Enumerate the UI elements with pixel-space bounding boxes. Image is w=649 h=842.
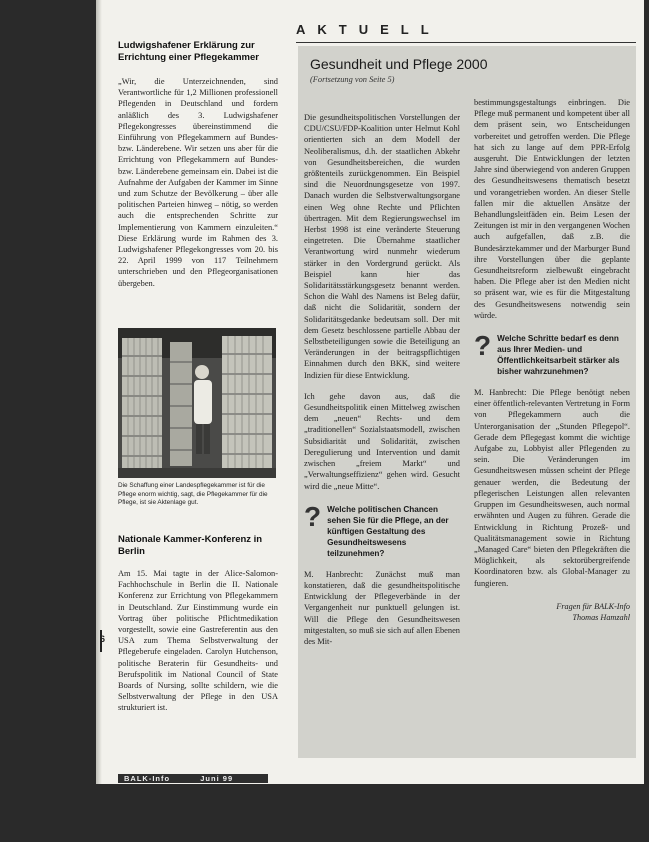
- footer-brand: BALK-Info: [124, 774, 171, 783]
- article-paragraph: Die gesundheitspolitischen Vorstellungen der CDU/CSU/FDP-Koalition unter Helmut Kohl orientierten sich an dem Modell der Neoliberalismus, d.h. der staatlichen Abkehr von Gesundheitsbereichen, die wurden größtenteils zurückgenommen. Ein Beispiel sind die Neuordnungsgesetze von 1997. Danach wurden die Selbstverwaltungsorgane einen Weg ohne Rechte und Pflichten übertragen. Mit dem Regierungswechsel im Herbst 1998 ist eine veränderte Steuerung eingetreten. Die Übernahme staatlicher Verantwortung wird nunmehr wiederum stärker in den Vordergrund gerückt. Als Beispiel kann hier das Solidaritätsstärkungsgesetz benannt werden. Schon die Wahl des Namens ist Beleg dafür, daß nicht die Solidarität, sondern der Solidaritätsgedanke bedeutsam soll. Der mit dem Gesetz beschlossene partielle Abbau der Selbstbeteiligungen sowie die Beteiligung an Veränderungen in der beitragspflichtigen Einnahmen durch den BKK, sind weitere Indizien für diese Entwicklung.: [304, 113, 460, 380]
- article-column-1: [304, 112, 460, 647]
- article-paragraph: M. Hanbrecht: Zunächst muß man konstatieren, daß die gesundheitspolitische Entwicklung der Pflegeverbände in der Vergangenheit nur punktuell gelungen ist. Will die Pflege den Gesundheitswesen mitgestalten, so muß sie sich auf allen Ebenen des Mit-: [304, 569, 460, 646]
- article-title: Gesundheit und Pflege 2000: [310, 56, 488, 72]
- question-text: Welche politischen Chancen sehen Sie für die Pflege, an der künftigen Gestaltung des Gesundheitswesens teilzunehmen?: [327, 504, 449, 558]
- magazine-page: [96, 0, 644, 784]
- question-text: Welche Schritte bedarf es denn aus Ihrer Medien- und Öffentlichkeitsarbeit stärker als bisher wahrzunehmen?: [497, 334, 620, 377]
- footer-issue: Juni 99: [200, 774, 234, 783]
- article-column-2: [474, 97, 630, 623]
- left-heading-2: Nationale Kammer-Konferenz in Berlin: [118, 534, 263, 557]
- article-paragraph: Ich gehe davon aus, daß die Gesundheitspolitik einen Mittelweg zwischen dem „neuen“ Rechts- und dem „traditionellen“ Sozialstaatsmodell, zwischen Subsidiarität und Solidarität, zwischen Deregulierung und Intervention und damit zwischen „freiem Markt“ und „Verwaltungseffizienz“ gehen wird. Gesucht wird die „neue Mitte“.: [304, 391, 460, 491]
- photo-archive-shelves: [118, 328, 276, 478]
- signoff-line-1: Fragen für BALK-Info: [556, 601, 630, 611]
- question-mark-icon: ?: [304, 500, 322, 532]
- article-paragraph: bestimmungsgestaltungs einbringen. Die Pflege muß permanent und kompetent über all dem präsent sein, wo Entscheidungen vorbereitet und getroffen werden. Die Pflege hat sich zu lange auf dem PPR-Erfolg ausgeruht. Die Entwicklungen der letzten Jahre sind überwiegend von anderen Gruppen des Gesundheitswesens thematisch besetzt und vorangetrieben worden. An dieser Stelle fallen mir die aktuellen Ansätze der Behandlungsleitfäden ein. Beim Lesen der Zeitungen ist mir in den vergangenen Wochen auch aufgefallen, daß z.B. die Bundesärztekammer und der Marburger Bund ihre Vorstellungen über die geplante Gesundheitsreform zielbewußt eingebracht haben. Die Pflege aber ist den Medien nicht so präsent war, wie es für die Mitgestaltung des Gesundheitswesens notwendig sein würde.: [474, 98, 630, 320]
- left-body-1: „Wir, die Unterzeichnenden, sind Verantwortliche für 1,2 Millionen professionell Pflegenden in Deutschland und fordern anläßlich des 3. Ludwigshafener Pflegekongresses übereinstimmend die Einführung von Pflegekammern auf Bundes- bzw. Länderebene. Wir setzen uns aber für die Errichtung von Pflegekammern auf Bundes- bzw. Länderebene gemeinsam ein. Dabei ist die Aufnahme der Aufgaben der Kammer im Sinne und zum Schutze der Bevölkerung – über alle politischen Parteien hinweg – nötig, so werden auch die entsprechenden Schritte zur Implementierung von Kammern einzuleiten.“ Diese Erklärung wurde im Rahmen des 3. Ludwigshafener Pflegekongresses vom 20. bis 22. April 1999 von 117 Teilnehmern unterschrieben und den Pflegeorganisationen übergeben.: [118, 77, 278, 288]
- article-subtitle: (Fortsetzung von Seite 5): [310, 75, 395, 84]
- signoff-line-2: Thomas Hamzahl: [572, 612, 630, 622]
- left-body-2: Am 15. Mai tagte in der Alice-Salomon-Fachhochschule in Berlin die II. Nationale Konferenz zur Errichtung von Pflegekammern in Deutschland. Zur Einstimmung wurde ein Vortrag über politische Pflichtmedikation vorgestellt, sowie eine Gastreferentin aus den USA zum Thema Selbstverwaltung der Pflegeberufe eingeladen. Carolyn Hutchenson, politische Beraterin für Gesundheits- und Berufspolitik im National Council of State Boards of Nursing, sollte schildern, wie die Selbstverwaltung der Pflege in den USA strukturiert ist.: [118, 569, 278, 713]
- section-header: AKTUELL: [296, 22, 636, 43]
- page-number: 6: [100, 634, 106, 644]
- photo-caption: Die Schaffung einer Landespflegekammer ist für die Pflege enorm wichtig, sagt, die Pflegekammer für die Pflege, ist sie Aktenlage gut.: [118, 482, 268, 506]
- question-mark-icon: ?: [474, 330, 492, 362]
- left-column-bottom: [118, 534, 278, 714]
- article-paragraph: M. Hanbrecht: Die Pflege benötigt neben einer öffentlich-relevanten Vertretung in Form von Pflegekammern auch die Unterorganisation der „Stunden Pflegepol“. Gerade dem Pflegegast kommt die wichtige Aufgabe zu, Lobbyist aller Pflegenden zu sein. Die Veränderungen im Gesundheitswesen müssen scheint der Pflege genauer werden, die Bedeutung der pflegerischen Leistungen allen relevanten Gruppen im Gesundheitswesen, auch normal erwähnten und Augen zu führen. Gerade die Entwicklung in Richtung Prozeß- und Qualitätsmanagement sowie in Richtung „Managed Care“ bieten den Pflegekräften die Möglichkeit, als sektorübergreifende Koordinatoren bzw. als Global-Manager zu fungieren.: [474, 388, 630, 588]
- left-column-top: [118, 40, 278, 289]
- photo-illustration-icon: [118, 328, 276, 478]
- page-gutter-shadow: [96, 0, 102, 784]
- interview-question: [474, 330, 630, 377]
- footer-bar: [118, 774, 268, 783]
- left-heading-1: Ludwigshafener Erklärung zur Errichtung einer Pflegekammer: [118, 40, 259, 63]
- interview-question: [304, 500, 460, 559]
